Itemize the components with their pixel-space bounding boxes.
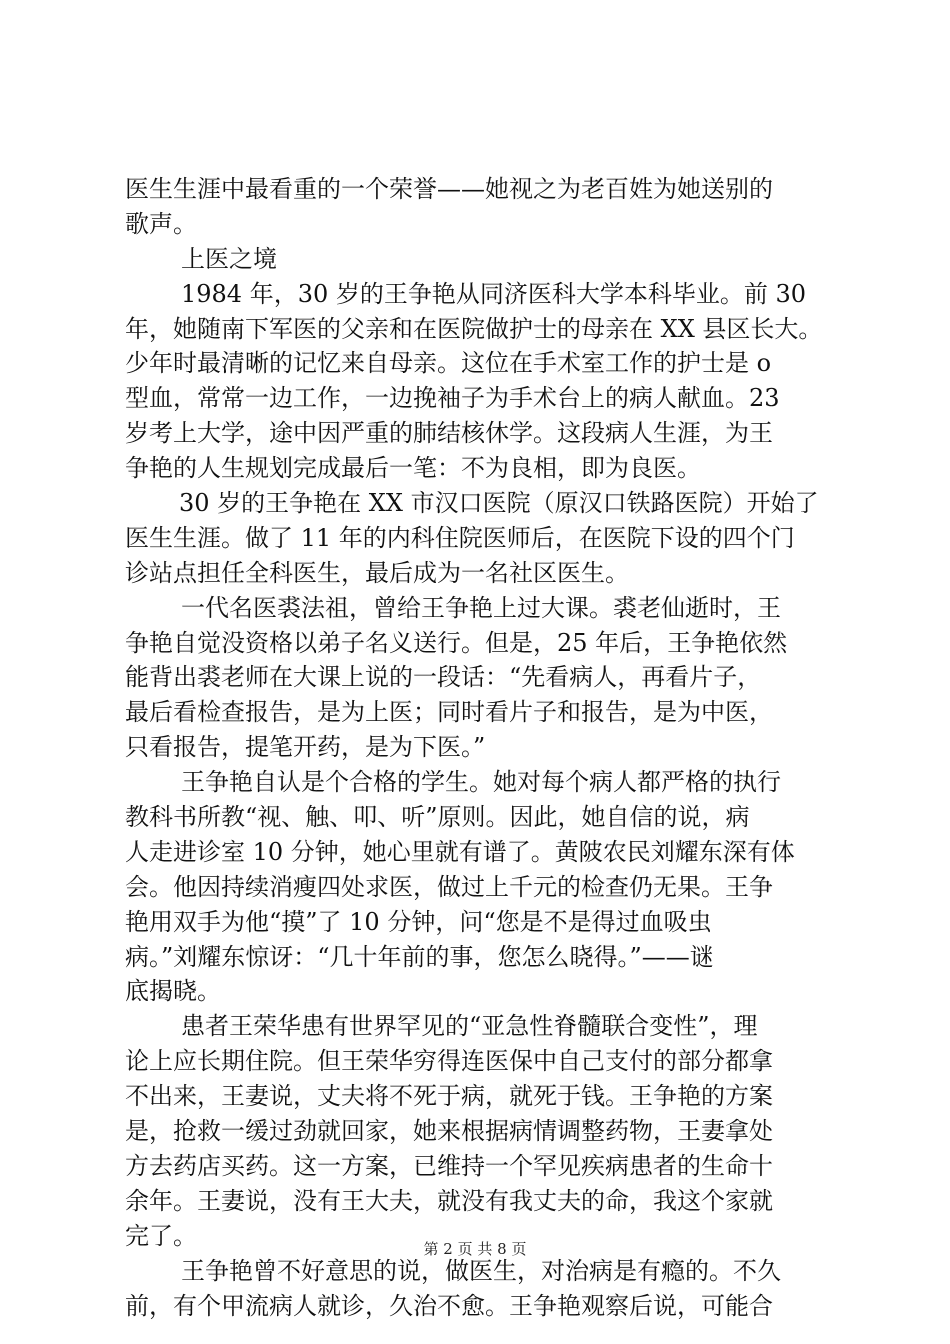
text-line: 歌声。 (125, 209, 197, 238)
text-line: 论上应长期住院。但王荣华穷得连医保中自己支付的部分都拿 (125, 1047, 773, 1076)
text-line: 最后看检查报告，是为上医；同时看片子和报告，是为中医， (125, 698, 773, 727)
text-line: 方去药店买药。这一方案，已维持一个罕见疾病患者的生命十 (125, 1151, 773, 1180)
text-line: 会。他因持续消瘦四处求医，做过上千元的检查仍无果。王争 (125, 872, 773, 901)
text-line: 争艳的人生规划完成最后一笔：不为良相，即为良医。 (125, 454, 701, 483)
text-line: 医生生涯中最看重的一个荣誉——她视之为老百姓为她送别的 (125, 175, 773, 203)
text-line: 不出来，王妻说，丈夫将不死于病，就死于钱。王争艳的方案 (125, 1082, 773, 1111)
text-line: 医生生涯。做了 11 年的内科住院医师后，在医院下设的四个门 (125, 523, 795, 552)
text-line: 少年时最清晰的记忆来自母亲。这位在手术室工作的护士是 o (125, 349, 772, 378)
text-line: 余年。王妻说，没有王大夫，就没有我丈夫的命，我这个家就 (125, 1186, 773, 1215)
text-line: 型血，常常一边工作，一边挽袖子为手术台上的病人献血。23 (125, 384, 780, 413)
text-line: 艳用双手为他“摸”了 10 分钟，问“您是不是得过血吸虫 (125, 907, 712, 936)
text-line: 只看报告，提笔开药，是为下医。” (125, 733, 486, 762)
text-line: 争艳自觉没资格以弟子名义送行。但是，25 年后，王争艳依然 (125, 628, 788, 657)
text-line: 是，抢救一缓过劲就回家，她来根据病情调整药物，王妻拿处 (125, 1117, 773, 1146)
text-line: 能背出裘老师在大课上说的一段话：“先看病人，再看片子， (125, 663, 762, 692)
text-line: 王争艳自认是个合格的学生。她对每个病人都严格的执行 (181, 768, 781, 797)
section-heading: 上医之境 (181, 244, 277, 273)
text-line: 患者王荣华患有世界罕见的“亚急性脊髓联合变性”，理 (181, 1012, 758, 1041)
text-line: 30 岁的王争艳在 XX 市汉口医院（原汉口铁路医院）开始了 (179, 489, 819, 518)
text-line: 年，她随南下军医的父亲和在医院做护士的母亲在 XX 县区长大。 (125, 314, 823, 343)
text-line: 人走进诊室 10 分钟，她心里就有谱了。黄陂农民刘耀东深有体 (125, 837, 795, 866)
text-line: 1984 年，30 岁的王争艳从同济医科大学本科毕业。前 30 (181, 279, 807, 308)
text-line: 教科书所教“视、触、叩、听”原则。因此，她自信的说，病 (125, 803, 750, 832)
text-line: 一代名医裘法祖，曾给王争艳上过大课。裘老仙逝时，王 (181, 593, 781, 622)
page-number-footer: 第 2 页 共 8 页 (423, 1240, 527, 1258)
text-line: 前，有个甲流病人就诊，久治不愈。王争艳观察后说，可能合 (125, 1291, 773, 1320)
text-line: 完了。 (125, 1221, 197, 1250)
text-line: 底揭晓。 (125, 977, 221, 1006)
text-line: 诊站点担任全科医生，最后成为一名社区医生。 (125, 558, 629, 587)
text-line: 王争艳曾不好意思的说，做医生，对治病是有瘾的。不久 (181, 1256, 781, 1285)
text-line: 岁考上大学，途中因严重的肺结核休学。这段病人生涯，为王 (125, 419, 773, 448)
document-body (125, 172, 825, 1323)
text-line: 病。”刘耀东惊讶：“几十年前的事，您怎么晓得。”——谜 (125, 942, 714, 971)
